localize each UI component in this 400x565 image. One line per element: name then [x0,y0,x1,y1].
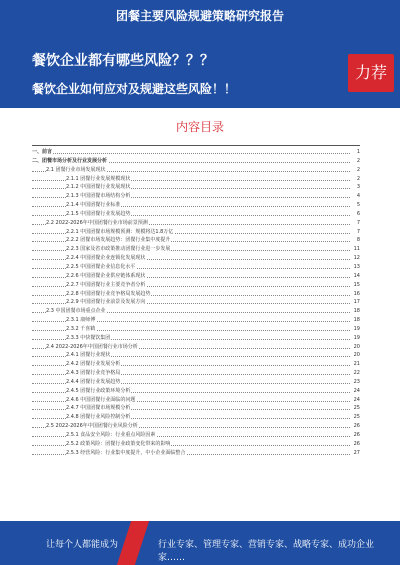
toc-entry-page: 25 [351,404,360,413]
toc-entry-page: 24 [351,387,360,396]
banner-headline: 餐饮企业都有哪些风险？？？ [32,53,214,69]
toc-entry-label: 2.3.2 千喜鹤 [66,325,96,332]
toc-entry[interactable] [32,316,360,325]
toc-entry-label: 2.4.3 团餐行业竞争格局 [66,370,121,377]
toc-entry-page: 18 [351,316,360,325]
toc-entry-page: 21 [351,360,360,369]
footer-slogan-left: 让每个人都能成为 [46,540,119,550]
toc-entry-page: 12 [351,254,360,263]
toc-entry-page: 18 [351,307,360,316]
toc-entry[interactable] [32,281,360,290]
toc-entry-label: 2.2.4 中国团餐企业连锁化发展现状 [66,255,146,262]
toc-entry-page: 24 [351,396,360,405]
toc-entry-page: 13 [351,263,360,272]
toc-entry-page: 6 [351,210,360,219]
toc-entry-page: 23 [351,378,360,387]
toc-entry-page: 4 [351,192,360,201]
toc-entry-label: 2.2 2022-2026年中国团餐行业市场前景预测 [46,219,148,226]
toc-entry[interactable] [32,272,360,281]
toc-entry[interactable] [32,157,360,166]
toc-entry-label: 2.5.1 食品安全风险：行业重点风险因素 [66,432,156,438]
toc-entry-page: 2 [351,175,360,184]
toc-entry[interactable] [32,254,360,263]
report-title: 团餐主要风险规避策略研究报告 [115,9,284,23]
toc-entry-label: 2.1.3 中国团餐市场结构分析 [66,193,131,200]
toc-entry[interactable] [32,192,360,201]
footer-slogan-right: 行业专家、管理专家、营销专家、战略专家、成功企业家…… [158,540,375,563]
toc-entry[interactable] [32,422,360,431]
toc-entry-label: 2.5.2 政策风险：团餐行业政策变化带来的影响 [66,440,171,447]
toc-entry-page: 1 [351,148,360,157]
toc-entry[interactable] [32,387,360,396]
toc-entry-page: 2 [351,157,360,166]
toc-entry-page: 16 [351,290,360,299]
toc-dot-leader [32,153,350,154]
toc-entry-label: 2.4.7 中国团餐市场规模分析 [66,405,131,412]
toc-entry-page: 17 [351,298,360,307]
toc-entry-page: 2 [351,166,360,175]
toc-entry-page: 5 [351,201,360,210]
toc-entry[interactable] [32,404,360,413]
toc-entry[interactable] [32,431,360,440]
toc-entry-page: 19 [351,334,360,343]
toc-entry-label: 2.1.2 中国团餐行业发展现状 [66,184,131,191]
toc-divider [32,145,360,146]
toc-entry-label: 2.3.3 中快餐饮集团 [66,334,111,341]
toc-entry[interactable] [32,334,360,343]
toc-entry[interactable] [32,360,360,369]
toc-entry-label: 2.2.7 中国团餐行业主要竞争者分析 [66,281,146,288]
toc-entry[interactable] [32,298,360,307]
toc-entry-label: 2.2.8 中国团餐行业竞争格局发展趋势 [66,290,151,297]
table-of-contents [32,148,360,458]
toc-entry-page: 27 [351,449,360,458]
toc-entry[interactable] [32,175,360,184]
toc-entry-label: 2.2.5 中国团餐企业信息化水平 [66,263,136,270]
toc-entry-label: 2.4.5 团餐行业政策环境分析 [66,387,131,394]
toc-entry[interactable] [32,343,360,352]
toc-entry-label: 2.4.2 团餐行业发展分析 [66,361,121,368]
toc-entry[interactable] [32,219,360,228]
toc-entry-label: 2.3 中国团餐市场重点企业 [46,308,106,315]
toc-entry-page: 15 [351,281,360,290]
toc-entry[interactable] [32,148,360,157]
toc-entry-label: 2.4.1 团餐行业现状 [66,352,111,359]
toc-entry[interactable] [32,351,360,360]
toc-entry-page: 7 [351,219,360,228]
toc-entry-page: 7 [351,228,360,237]
banner-subheadline: 餐饮企业如何应对及规避这些风险！！ [32,82,237,96]
toc-entry-label: 2.2.6 中国团餐企业供应链体系现状 [66,272,146,279]
toc-entry-label: 2.1 团餐行业市场发展现状 [46,166,106,173]
toc-entry-label: 2.1.4 中国团餐行业标准 [66,202,121,209]
toc-entry-page: 3 [351,183,360,192]
toc-entry[interactable] [32,228,360,237]
toc-entry[interactable] [32,413,360,422]
toc-entry-label: 2.2.9 中国团餐行业前景及发展方向 [66,299,146,306]
toc-entry[interactable] [32,440,360,449]
toc-entry-label: 二、团餐市场分析及行业发展分析 [32,157,108,164]
toc-entry-page: 22 [351,369,360,378]
toc-entry[interactable] [32,369,360,378]
toc-entry[interactable] [32,245,360,254]
toc-entry[interactable] [32,290,360,299]
toc-entry-label: 2.4 2022-2026年中国团餐行业市场分析 [46,343,138,350]
toc-entry-page: 26 [351,431,360,440]
toc-entry-page: 8 [351,236,360,245]
toc-entry-label: 2.4.6 中国团餐行业面临的问题 [66,396,136,403]
toc-entry[interactable] [32,166,360,175]
toc-entry-page: 20 [351,343,360,352]
toc-entry-label: 2.5.3 经营风险：行业集中度提升，中小企业面临整合 [66,449,186,456]
toc-entry-page: 26 [351,440,360,449]
toc-entry[interactable] [32,307,360,316]
toc-entry-page: 19 [351,325,360,334]
toc-entry-page: 14 [351,272,360,281]
toc-entry-label: 2.4.8 团餐行业风险控制分析 [66,414,131,421]
toc-entry-label: 2.5 2022-2026年中国团餐行业风险分析 [46,423,138,430]
toc-entry-label: 2.1.5 中国团餐行业发展趋势 [66,210,131,217]
toc-entry-label: 一、前言 [32,149,53,155]
toc-entry[interactable] [32,378,360,387]
toc-entry[interactable] [32,183,360,192]
toc-entry[interactable] [32,201,360,210]
toc-entry-page: 20 [351,351,360,360]
toc-entry[interactable] [32,263,360,272]
toc-entry-page: 25 [351,413,360,422]
toc-entry-label: 2.2.3 国家及省市政策推动团餐行业进一步发展 [66,246,171,253]
toc-entry-label: 2.3.1 康师傅 [66,317,96,324]
recommend-badge: 力荐 [348,54,394,92]
toc-entry[interactable] [32,396,360,405]
toc-entry[interactable] [32,449,360,458]
toc-entry[interactable] [32,236,360,245]
toc-entry-page: 11 [351,245,360,254]
toc-entry-label: 2.2.2 团餐市场发展趋势：团餐行业集中度提升 [66,237,171,244]
toc-entry-label: 2.4.4 团餐行业发展趋势 [66,378,121,385]
toc-entry-label: 2.1.1 团餐行业发展规模现状 [66,175,131,182]
toc-heading: 内容目录 [175,120,224,134]
toc-entry[interactable] [32,210,360,219]
toc-entry-page: 26 [351,422,360,431]
toc-entry[interactable] [32,325,360,334]
toc-entry-label: 2.2.1 中国团餐市场规模预测：规模将达1.8万亿 [66,228,174,235]
